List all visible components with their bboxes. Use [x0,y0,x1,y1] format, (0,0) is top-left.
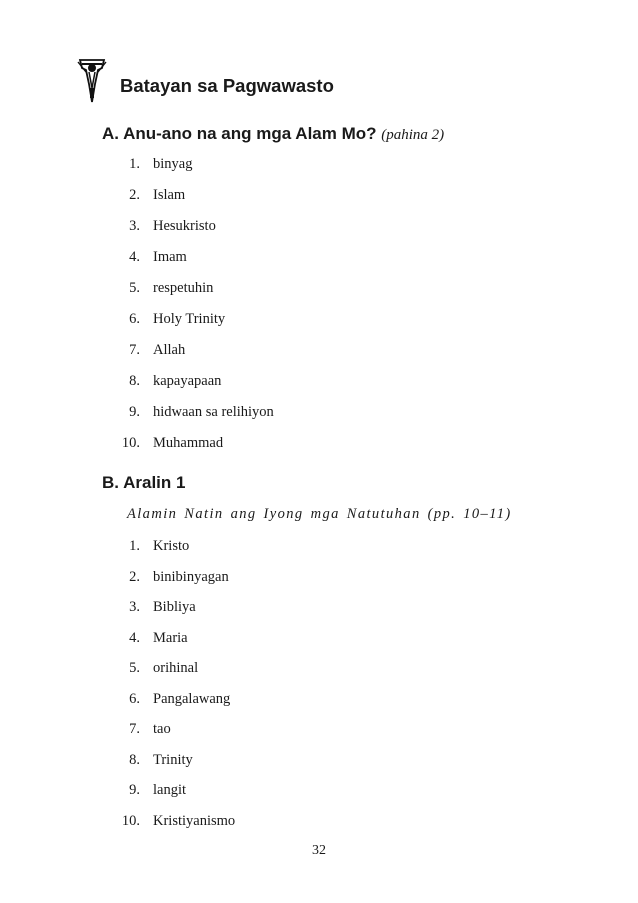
item-answer: Trinity [153,752,193,768]
item-answer: Hesukristo [153,218,216,234]
page-heading: Batayan sa Pagwawasto [120,75,334,96]
section-b-label: B. [102,473,119,492]
item-number: 4. [129,249,140,265]
item-answer: Imam [153,249,187,265]
item-number: 9. [129,782,140,798]
item-number: 3. [129,599,140,615]
item-number: 4. [129,630,140,646]
section-b-title: Aralin 1 [123,473,186,492]
item-number: 7. [129,721,140,737]
item-number: 2. [129,187,140,203]
item-number: 5. [129,660,140,676]
item-number: 8. [129,373,140,389]
item-number: 9. [129,404,140,420]
item-answer: kapayapaan [153,373,222,389]
section-a-page-ref: (pahina 2) [381,127,445,143]
item-number: 6. [129,311,140,327]
section-a-title: Anu-ano na ang mga Alam Mo? [123,124,377,143]
item-number: 6. [129,691,140,707]
item-number: 8. [129,752,140,768]
item-number: 5. [129,280,140,296]
item-number: 7. [129,342,140,358]
item-answer: Kristiyanismo [153,813,236,829]
item-answer: langit [153,782,187,798]
item-answer: respetuhin [153,280,214,296]
item-answer: binyag [153,156,193,172]
item-answer: Islam [153,187,186,203]
item-answer: Holy Trinity [153,311,226,327]
item-answer: Muhammad [153,435,224,451]
section-a-heading [102,124,444,144]
item-answer: binibinyagan [153,569,229,585]
item-answer: Kristo [153,538,190,554]
section-b-heading [102,473,185,493]
item-answer: Pangalawang [153,691,231,707]
item-number: 1. [129,156,140,172]
item-answer: tao [153,721,171,737]
section-b-subtitle: Alamin Natin ang Iyong mga Natutuhan (pp. 10–11) [127,506,512,522]
item-answer: orihinal [153,660,199,676]
item-number: 3. [129,218,140,234]
section-a-label: A. [102,124,119,143]
page-number: 32 [312,843,326,858]
item-answer: Allah [153,342,186,358]
item-answer: hidwaan sa relihiyon [153,404,274,420]
item-answer: Bibliya [153,599,196,615]
item-number: 10. [121,813,140,829]
item-number: 1. [129,538,140,554]
item-number: 2. [129,569,140,585]
item-number: 10. [121,435,140,451]
key-icon [72,58,112,104]
item-answer: Maria [153,630,188,646]
